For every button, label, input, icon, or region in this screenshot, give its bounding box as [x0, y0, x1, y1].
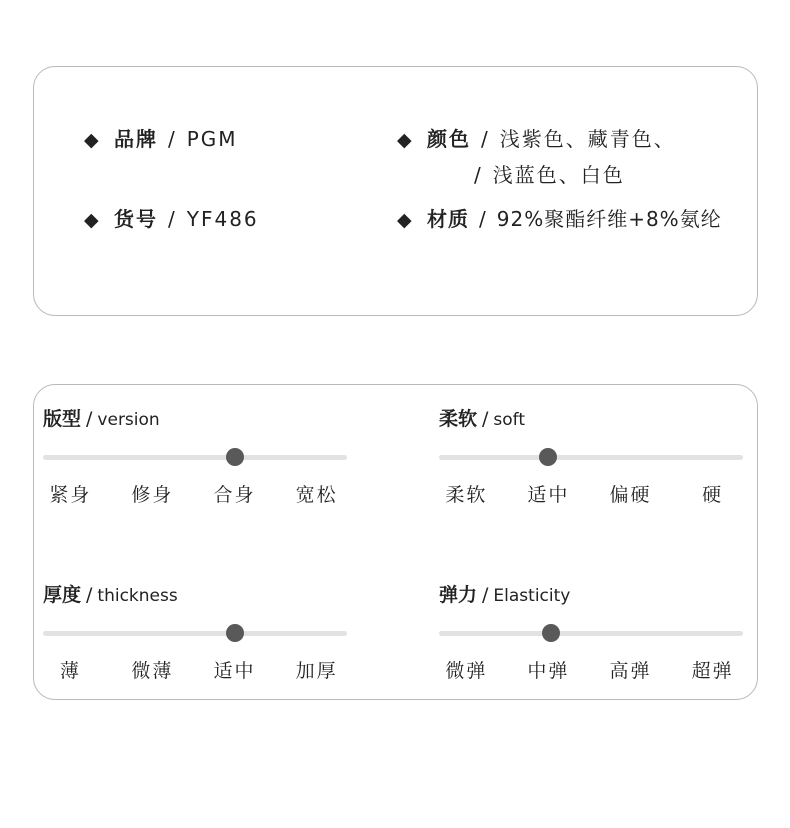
- info-item-material: [397, 207, 722, 232]
- scale-knob: [539, 448, 557, 466]
- info-label: 材质: [427, 207, 469, 231]
- scale-soft: [439, 407, 743, 537]
- scale-option: 硬: [702, 484, 724, 506]
- info-label: 品牌: [114, 127, 158, 151]
- scale-option: 加厚: [295, 660, 338, 682]
- product-info-card: [33, 66, 758, 316]
- scale-option: 中弹: [527, 660, 570, 682]
- scale-option: 微薄: [131, 660, 174, 682]
- separator: /: [168, 127, 177, 151]
- scale-option: 偏硬: [609, 484, 652, 506]
- scale-option: 高弹: [609, 660, 652, 682]
- info-item-color-continued: [474, 163, 625, 187]
- info-value: 92%聚酯纤维+8%氨纶: [496, 207, 722, 231]
- scale-title: 版型 / version: [43, 408, 160, 430]
- scale-option: 紧身: [49, 484, 92, 506]
- info-value: PGM: [186, 127, 238, 151]
- scale-option: 薄: [59, 660, 81, 682]
- scale-option: 微弹: [445, 660, 488, 682]
- scale-option: 柔软: [445, 484, 488, 506]
- scale-title: 柔软 / soft: [439, 408, 526, 430]
- separator: /: [481, 127, 490, 151]
- scale-options: [439, 483, 743, 507]
- diamond-bullet-icon: ◆: [397, 209, 413, 231]
- scale-elasticity: [439, 583, 743, 713]
- diamond-bullet-icon: ◆: [84, 129, 101, 151]
- scale-knob: [226, 624, 244, 642]
- diamond-bullet-icon: ◆: [397, 129, 414, 151]
- scale-knob: [542, 624, 560, 642]
- separator: /: [479, 207, 487, 231]
- info-value: 浅蓝色、白色: [492, 163, 625, 187]
- scale-title: 厚度 / thickness: [43, 584, 178, 606]
- diamond-bullet-icon: ◆: [84, 209, 101, 231]
- scale-options: [439, 659, 743, 683]
- scale-thickness: [43, 583, 347, 713]
- scale-knob: [226, 448, 244, 466]
- info-item-brand: [84, 127, 238, 152]
- scale-option: 超弹: [691, 660, 734, 682]
- scale-option: 修身: [131, 484, 174, 506]
- separator: /: [474, 163, 483, 187]
- separator: /: [168, 207, 177, 231]
- scale-version: [43, 407, 347, 537]
- fit-scale-card: [33, 384, 758, 700]
- scale-options: [43, 659, 347, 683]
- info-label: 颜色: [427, 127, 471, 151]
- scale-options: [43, 483, 347, 507]
- scale-track: [439, 631, 743, 636]
- info-item-sku: [84, 207, 259, 232]
- scale-track: [439, 455, 743, 460]
- scale-option: 适中: [213, 660, 256, 682]
- scale-track: [43, 631, 347, 636]
- scale-title: 弹力 / Elasticity: [439, 584, 571, 606]
- scale-option: 适中: [527, 484, 570, 506]
- info-value: YF486: [186, 207, 259, 231]
- scale-option: 宽松: [295, 484, 338, 506]
- info-item-color: [397, 127, 676, 152]
- info-label: 货号: [114, 207, 158, 231]
- info-value: 浅紫色、藏青色、: [499, 127, 676, 151]
- scale-track: [43, 455, 347, 460]
- scale-option: 合身: [213, 484, 256, 506]
